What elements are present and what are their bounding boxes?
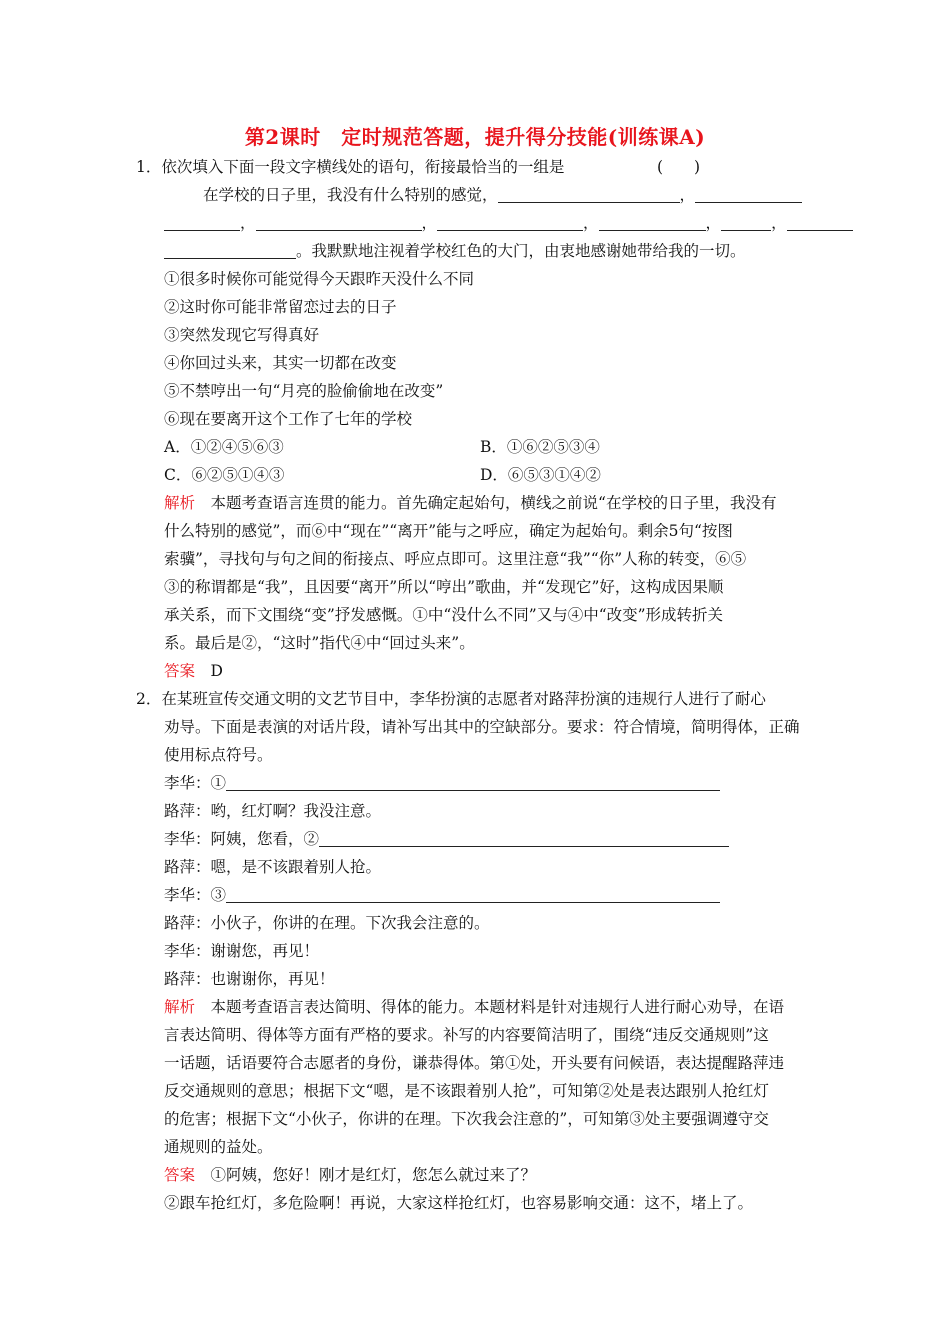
q1-analysis-line: 解析 本题考查语言连贯的能力。首先确定起始句，横线之前说“在学校的日子里，我没有 [164, 494, 777, 512]
q2-analysis-line: 一话题，话语要符合志愿者的身份，谦恭得体。第①处，开头要有问候语，表达提醒路萍违 [164, 1054, 785, 1072]
q1-blank [164, 242, 296, 259]
q1-item: ②这时你可能非常留恋过去的日子 [164, 298, 397, 316]
q1-option-b: B．①⑥②⑤③④ [480, 438, 600, 456]
q1-option-a: A．①②④⑤⑥③ [164, 438, 284, 456]
analysis-label: 解析 [164, 998, 196, 1016]
q1-blank [695, 186, 802, 203]
q1-option-d: D．⑥⑤③①④② [480, 466, 601, 484]
q1-answer-paren: ( ) [657, 158, 701, 176]
q1-blank [787, 214, 853, 231]
q2-blank-1 [226, 774, 720, 791]
q1-item: ⑥现在要离开这个工作了七年的学校 [164, 410, 413, 428]
q1-item: ①很多时候你可能觉得今天跟昨天没什么不同 [164, 270, 475, 288]
q1-blank [164, 214, 240, 231]
answer-label: 答案 [164, 662, 196, 680]
q1-analysis-line: 承关系，而下文围绕“变”抒发感慨。①中“没什么不同”又与④中“改变”形成转折关 [164, 606, 724, 624]
q2-answer-line: ②跟车抢红灯，多危险啊！再说，大家这样抢红灯，也容易影响交通：这不，堵上了。 [164, 1194, 754, 1212]
q2-dialog-line: 路萍：也谢谢你，再见！ [164, 970, 335, 988]
q2-analysis-line: 解析 本题考查语言表达简明、得体的能力。本题材料是针对违规行人进行耐心劝导，在语 [164, 998, 785, 1016]
q1-passage-line-2: ， ， ， ， ， [164, 212, 853, 234]
q1-blank [256, 214, 422, 231]
q1-answer: 答案 D [164, 662, 223, 680]
q2-dialog-line: 李华：谢谢您，再见！ [164, 942, 320, 960]
q2-dialog-line: 路萍：小伙子，你讲的在理。下次我会注意的。 [164, 914, 490, 932]
q1-passage-start: 在学校的日子里，我没有什么特别的感觉， [203, 186, 498, 204]
q2-dialog-line: 李华：阿姨，您看，② [164, 828, 729, 850]
q1-blank [498, 186, 680, 203]
q1-blank [599, 214, 706, 231]
q1-passage-line-1: 在学校的日子里，我没有什么特别的感觉， ， [203, 184, 802, 206]
q1-blank [437, 214, 583, 231]
q1-passage-line-3 [164, 240, 746, 262]
q1-analysis-line: 索骥”，寻找句与句之间的衔接点、呼应点即可。这里注意“我”“你”人称的转变，⑥⑤ [164, 550, 747, 568]
q2-stem-line: 使用标点符号。 [164, 746, 273, 764]
q1-passage-end: 。我默默地注视着学校红色的大门，由衷地感谢她带给我的一切。 [296, 242, 746, 260]
q2-answer-line: 答案 ①阿姨，您好！刚才是红灯，您怎么就过来了？ [164, 1166, 537, 1184]
q1-stem: 1．依次填入下面一段文字横线处的语句，衔接最恰当的一组是 [136, 158, 565, 176]
q1-analysis-line: 什么特别的感觉”，而⑥中“现在”“离开”能与之呼应，确定为起始句。剩余5句“按图 [164, 522, 733, 540]
q1-analysis-line: ③的称谓都是“我”，且因要“离开”所以“哼出”歌曲，并“发现它”好，这构成因果顺 [164, 578, 724, 596]
q2-stem-line: 劝导。下面是表演的对话片段，请补写出其中的空缺部分。要求：符合情境，简明得体，正确 [164, 718, 800, 736]
page-title: 第2课时 定时规范答题，提升得分技能(训练课A) [244, 125, 706, 149]
q1-item: ③突然发现它写得真好 [164, 326, 320, 344]
q2-dialog-line: 路萍：嗯，是不该跟着别人抢。 [164, 858, 382, 876]
q1-analysis-line: 系。最后是②，“这时”指代④中“回过头来”。 [164, 634, 475, 652]
analysis-label: 解析 [164, 494, 196, 512]
q1-option-c: C．⑥②⑤①④③ [164, 466, 285, 484]
q2-dialog-line: 李华：③ [164, 884, 720, 906]
q2-analysis-line: 通规则的益处。 [164, 1138, 273, 1156]
q1-item: ⑤不禁哼出一句“月亮的脸偷偷地在改变” [164, 382, 444, 400]
q2-stem-line: 2．在某班宣传交通文明的文艺节目中，李华扮演的志愿者对路萍扮演的违规行人进行了耐心 [136, 690, 766, 708]
q2-blank-2 [319, 830, 729, 847]
q2-dialog-line: 李华：① [164, 772, 720, 794]
q2-dialog-line: 路萍：哟，红灯啊？我没注意。 [164, 802, 382, 820]
q2-blank-3 [226, 886, 720, 903]
q1-blank [721, 214, 771, 231]
q2-analysis-line: 的危害；根据下文“小伙子，你讲的在理。下次我会注意的”，可知第③处主要强调遵守交 [164, 1110, 769, 1128]
q2-analysis-line: 言表达简明、得体等方面有严格的要求。补写的内容要简洁明了，围绕“违反交通规则”这 [164, 1026, 769, 1044]
q1-item: ④你回过头来，其实一切都在改变 [164, 354, 397, 372]
q2-analysis-line: 反交通规则的意思；根据下文“嗯，是不该跟着别人抢”，可知第②处是表达跟别人抢红灯 [164, 1082, 769, 1100]
answer-label: 答案 [164, 1166, 196, 1184]
